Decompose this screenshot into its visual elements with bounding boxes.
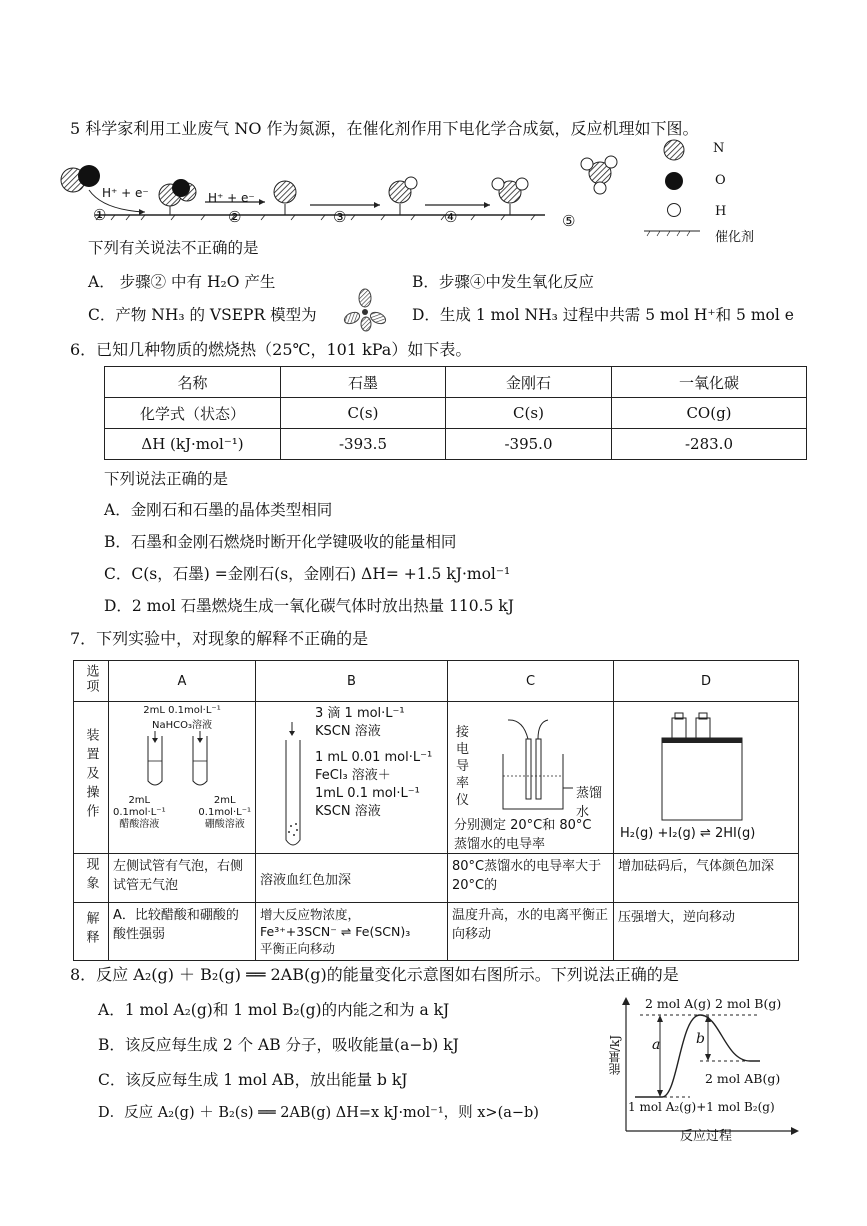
q7-a-reagent: 2mL 0.1mol·L⁻¹ (143, 705, 221, 716)
q7-c-phenomenon: 80°C蒸馏水的电导率大于 20°C的 (448, 854, 614, 903)
nh3-vsepr-model-icon (340, 288, 390, 332)
q7-row-label-explanation: 解释 (74, 903, 109, 961)
q6-stem: 6．已知几种物质的燃烧热（25℃，101 kPa）如下表。 (70, 340, 472, 359)
q7-d-explanation: 压强增大，逆向移动 (614, 903, 799, 961)
q5-legend-h-icon (666, 202, 682, 218)
q6-option-c: C．C(s，石墨) =金刚石(s，金刚石) ΔH= +1.5 kJ·mol⁻¹ (104, 565, 511, 583)
q6-cell: 金刚石 (446, 367, 612, 398)
q7-b-op-line: FeCl₃ 溶液＋ (315, 768, 391, 783)
q5-he-label-2: H⁺ + e⁻ (208, 191, 255, 205)
q7-b-op-line: KSCN 溶液 (315, 804, 381, 819)
q7-b-operation (256, 702, 448, 854)
q8-diagram-a: a (652, 1037, 661, 1053)
q6-option-d: D．2 mol 石墨燃烧生成一氧化碳气体时放出热量 110.5 kJ (104, 597, 514, 615)
q7-b-expl-line: 增大反应物浓度， (260, 907, 361, 922)
q7-c-operation (448, 702, 614, 854)
q6-cell: 名称 (105, 367, 281, 398)
q8-diagram-top-label: 2 mol A(g) 2 mol B(g) (645, 996, 782, 1011)
q7-a-operation (109, 702, 256, 854)
q5-legend-n: N (713, 141, 725, 156)
q5-option-a: A． 步骤② 中有 H₂O 产生 (88, 273, 276, 291)
q6-ask: 下列说法正确的是 (104, 470, 229, 488)
q7-a-test-tubes (113, 731, 241, 791)
q5-option-c: C．产物 NH₃ 的 VSEPR 模型为 (88, 306, 317, 324)
q6-cell: C(s) (281, 398, 446, 429)
q5-ask: 下列有关说法不正确的是 (88, 239, 259, 257)
q7-b-expl-line: Fe³⁺+3SCN⁻ ⇌ Fe(SCN)₃ (260, 924, 411, 939)
q7-header-c: C (448, 661, 614, 702)
q7-stem: 7．下列实验中，对现象的解释不正确的是 (70, 629, 369, 648)
q7-row-label-operation: 装置及操作 (74, 702, 109, 854)
q6-cell: 一氧化碳 (612, 367, 807, 398)
q5-step-1: ① (93, 206, 107, 224)
q7-d-operation (614, 702, 799, 854)
q5-legend-o-icon (663, 170, 685, 192)
q8-diagram-ylabel: 能量/kJ (608, 1035, 622, 1076)
q7-a-reagent-name: NaHCO₃溶液 (152, 720, 212, 731)
q8-option-d: D．反应 A₂(g) ＋ B₂(s) ══ 2AB(g) ΔH=x kJ·mol⁻¹，则 x>(a−b) (98, 1105, 539, 1121)
q7-a-phenomenon: 左侧试管有气泡，右侧试管无气泡 (109, 854, 256, 903)
q7-b-op-line: 3 滴 1 mol·L⁻¹ (315, 706, 405, 721)
q7-header-option: 选项 (74, 661, 109, 702)
q7-b-op-line: 1mL 0.1 mol·L⁻¹ (315, 786, 420, 801)
q7-header-d: D (614, 661, 799, 702)
q6-cell: -283.0 (612, 429, 807, 460)
q8-energy-diagram (600, 993, 800, 1141)
q8-option-c: C．该反应每生成 1 mol AB，放出能量 b kJ (98, 1071, 408, 1089)
q5-option-b: B．步骤④中发生氧化反应 (412, 273, 594, 291)
q6-cell: 化学式（状态） (105, 398, 281, 429)
q5-step-3: ③ (333, 208, 347, 226)
q5-legend-catalyst: 催化剂 (715, 230, 755, 245)
q6-option-a: A．金刚石和石墨的晶体类型相同 (104, 501, 333, 519)
q6-option-b: B．石墨和金刚石燃烧时断开化学键吸收的能量相同 (104, 533, 457, 551)
q7-b-explanation (256, 903, 448, 961)
q7-b-expl-line: 平衡正向移动 (260, 941, 336, 956)
q7-a-right-tube-label: 2mL 0.1mol·L⁻¹ 硼酸溶液 (198, 795, 251, 830)
q7-b-phenomenon: 溶液血红色加深 (256, 854, 448, 903)
q7-d-equation: H₂(g) +I₂(g) ⇌ 2HI(g) (620, 826, 756, 841)
q7-row-label-phenomenon: 现象 (74, 854, 109, 903)
q5-legend-o: O (715, 173, 726, 188)
q7-c-device-label: 接电导率仪 (456, 725, 470, 808)
q6-cell: -395.0 (446, 429, 612, 460)
q8-option-b: B．该反应每生成 2 个 AB 分子，吸收能量(a−b) kJ (98, 1036, 459, 1054)
q8-diagram-b: b (696, 1031, 705, 1047)
q8-diagram-bottom-label: 1 mol A₂(g)+1 mol B₂(g) (628, 1100, 775, 1114)
q7-header-a: A (109, 661, 256, 702)
q6-cell: -393.5 (281, 429, 446, 460)
q7-a-left-tube-label: 2mL 0.1mol·L⁻¹ 醋酸溶液 (113, 795, 166, 830)
q6-cell: ΔH (kJ·mol⁻¹) (105, 429, 281, 460)
q6-heat-table (104, 366, 807, 460)
q7-c-water-label: 蒸馏水 (576, 786, 603, 820)
q7-c-explanation: 温度升高，水的电离平衡正向移动 (448, 903, 614, 961)
q5-step-4: ④ (444, 208, 458, 226)
q7-c-op-text: 分别测定 20°C和 80°C 蒸馏水的电导率 (454, 818, 592, 852)
q8-stem: 8．反应 A₂(g) ＋ B₂(g) ══ 2AB(g)的能量变化示意图如右图所示。下列说法正确的是 (70, 965, 679, 984)
q6-cell: 石墨 (281, 367, 446, 398)
q5-stem: 5 科学家利用工业废气 NO 作为氮源，在催化剂作用下电化学合成氨，反应机理如下图。 (70, 119, 699, 138)
q7-a-explanation: A．比较醋酸和硼酸的酸性强弱 (109, 903, 256, 961)
q5-legend-h: H (715, 204, 727, 219)
q5-legend-catalyst-icon (642, 228, 702, 238)
q7-b-test-tube (274, 720, 314, 860)
q8-diagram-mid-label: 2 mol AB(g) (705, 1071, 781, 1086)
q7-b-op-line: KSCN 溶液 (315, 724, 381, 739)
q5-legend-n-icon (662, 138, 686, 162)
q8-diagram-xlabel: 反应过程 (680, 1129, 733, 1144)
q6-cell: CO(g) (612, 398, 807, 429)
q7-d-piston-vessel (642, 708, 772, 828)
q5-step-5: ⑤ (562, 212, 576, 230)
q7-d-phenomenon: 增加砝码后，气体颜色加深 (614, 854, 799, 903)
q8-option-a: A．1 mol A₂(g)和 1 mol B₂(g)的内能之和为 a kJ (98, 1001, 450, 1019)
q7-header-b: B (256, 661, 448, 702)
q5-step-2: ② (228, 208, 242, 226)
q7-b-op-line: 1 mL 0.01 mol·L⁻¹ (315, 750, 433, 765)
q6-cell: C(s) (446, 398, 612, 429)
q5-he-label-1: H⁺ + e⁻ (102, 186, 149, 200)
q5-option-d: D．生成 1 mol NH₃ 过程中共需 5 mol H⁺和 5 mol e (412, 306, 794, 324)
q7-experiment-table (73, 660, 799, 961)
